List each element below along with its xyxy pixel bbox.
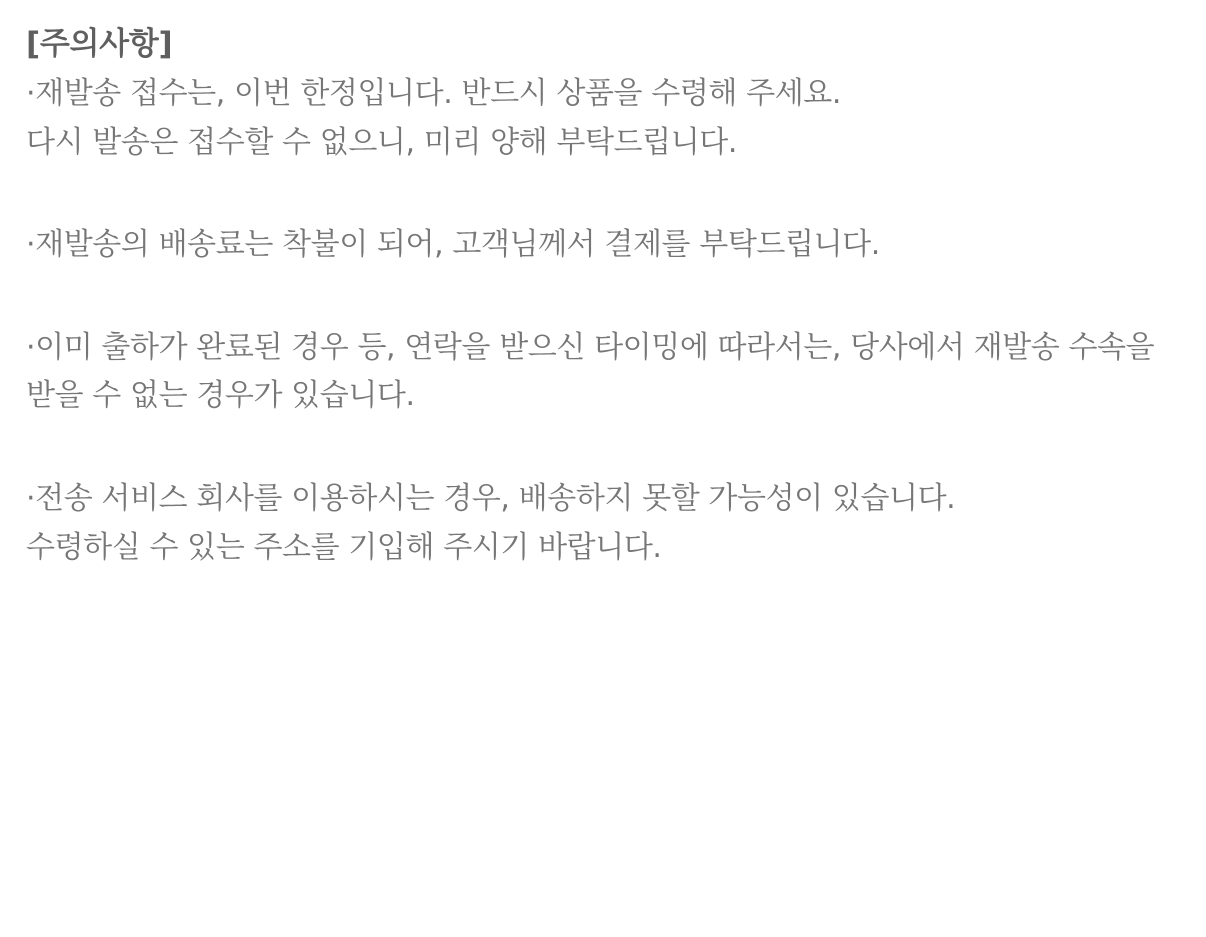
notice-block-already-shipped [26,324,1176,421]
notice-line: ·이미 출하가 완료된 경우 등, 연락을 받으신 타이밍에 따라서는, 당사에서 재발송 수속을 받을 수 없는 경우가 있습니다. [26,329,1155,414]
notice-block-reshipment-limit [26,70,1176,167]
block-spacer [26,421,1176,475]
notice-line: ·재발송의 배송료는 착불이 되어, 고객님께서 결제를 부탁드립니다. [26,227,880,263]
block-spacer [26,167,1176,221]
page-title: [주의사항] [26,26,173,62]
notice-block-forwarding-service [26,475,1176,572]
notice-line: 수령하실 수 있는 주소를 기입해 주시기 바랍니다. [26,529,662,565]
notice-block-shipping-fee [26,221,1176,270]
block-spacer [26,270,1176,324]
notice-line: ·재발송 접수는, 이번 한정입니다. 반드시 상품을 수령해 주세요. [26,76,841,112]
notice-line: 다시 발송은 접수할 수 없으니, 미리 양해 부탁드립니다. [26,124,737,160]
notice-line: ·전송 서비스 회사를 이용하시는 경우, 배송하지 못할 가능성이 있습니다. [26,480,956,516]
